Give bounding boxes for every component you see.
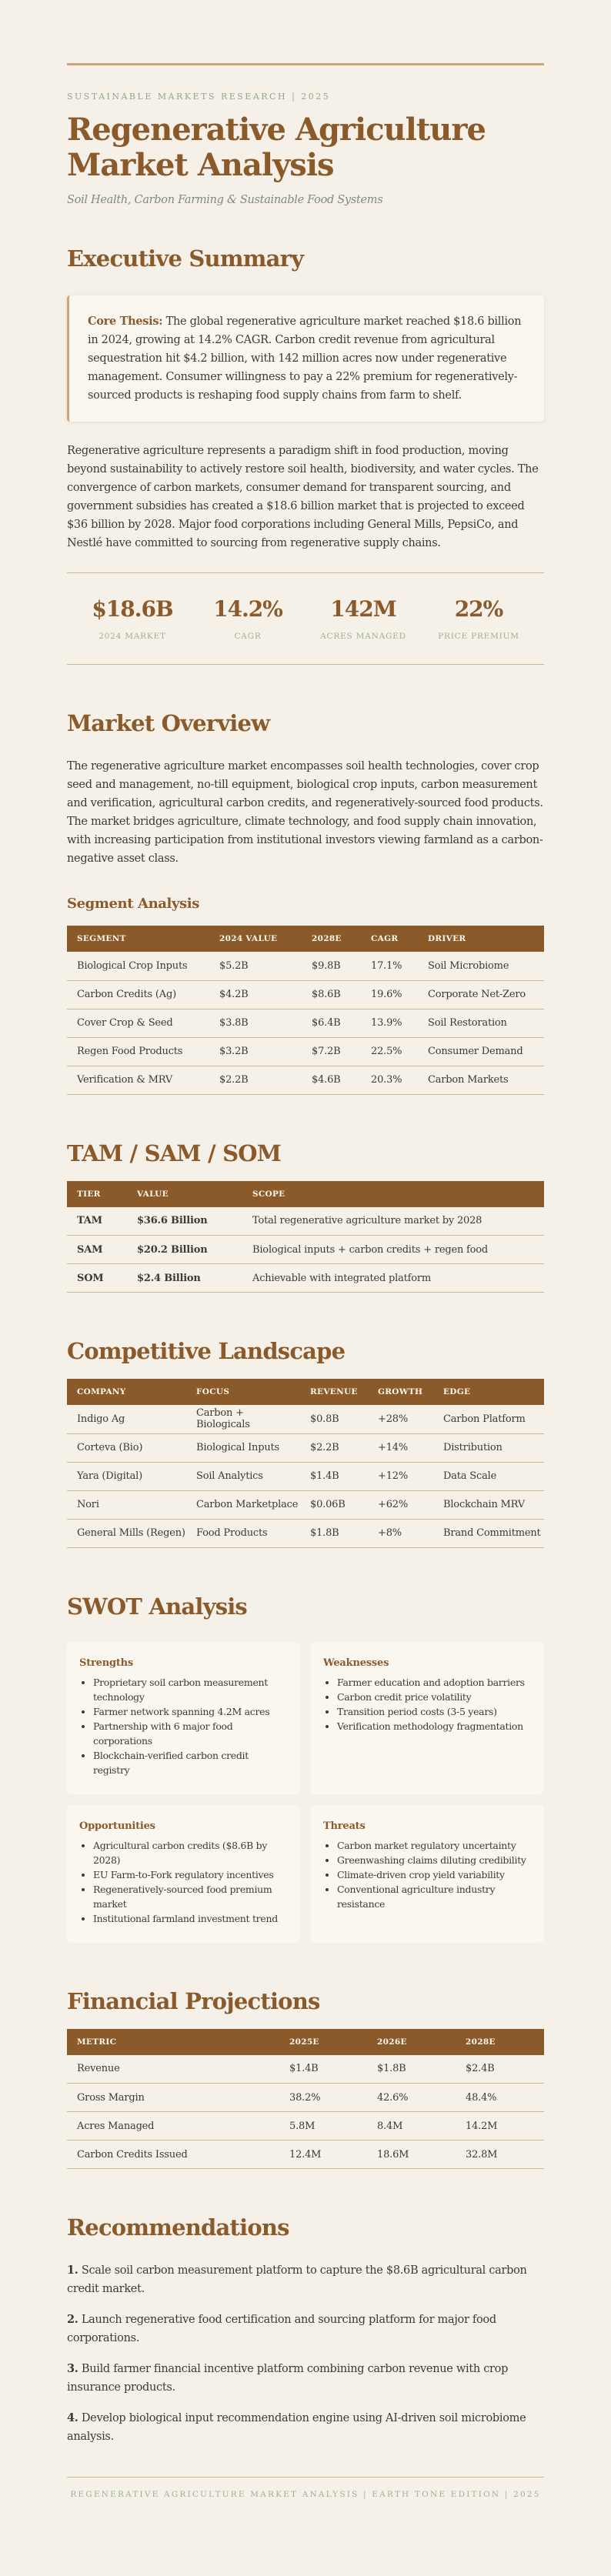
swot-grid [67,1642,544,1943]
recommendations-section [67,2214,544,2446]
table-cell: $1.8B [367,2055,456,2084]
competitive-table [67,1379,544,1548]
tam-sam-som-table [67,1181,544,1293]
table-cell: Corporate Net-Zero [418,980,544,1009]
column-header: 2024 VALUE [209,926,302,952]
table-cell: Verification & MRV [67,1066,209,1094]
column-header: METRIC [67,2029,279,2055]
table-cell: $3.2B [209,1037,302,1066]
table-row [67,1490,544,1519]
table-row [67,1037,544,1066]
table-cell: Soil Restoration [418,1009,544,1037]
section-heading: Financial Projections [67,1987,320,2014]
table-cell: 19.6% [361,980,418,1009]
recommendation-text: Develop biological input recommendation engine using AI-driven soil microbiome analysis. [67,2412,526,2443]
table-header-row [67,926,544,952]
swot-card-title: Weaknesses [323,1657,389,1669]
table-row [67,2112,544,2141]
swot-threats-card [311,1805,544,1943]
column-header: GROWTH [368,1379,433,1405]
table-cell: +62% [368,1490,433,1519]
table-header-row [67,1379,544,1405]
report-page [67,0,544,2576]
top-rule [67,63,544,65]
market-overview-body: The regenerative agriculture market encompasses soil health technologies, cover crop seed and management, no-till equipment, biological crop inputs, carbon measurement and verification, agricultural carbon credits, and regeneratively-sourced food products. The market bridges agriculture, climate technology, and food supply chain innovation, with increasing participation from institutional investors viewing farmland as a carbon-negative asset class. [67,760,543,865]
table-cell: Gross Margin [67,2084,279,2112]
swot-section [67,1593,544,1943]
swot-weaknesses-card [311,1642,544,1794]
list-item: • Proprietary soil carbon measurement technology [93,1675,288,1704]
table-cell: Soil Analytics [186,1462,300,1490]
table-row [67,1405,544,1433]
list-item: • Agricultural carbon credits ($8.6B by 2028) [93,1838,288,1867]
column-header: FOCUS [186,1379,300,1405]
recommendation-text: Launch regenerative food certification and sourcing platform for major food corporations. [67,2314,496,2344]
table-cell: Carbon + Biologicals [186,1405,300,1433]
scope-cell: Achievable with integrated platform [242,1264,544,1293]
recommendation-number: 3. [67,2362,78,2375]
section-heading: Recommendations [67,2214,289,2241]
thesis-text: The global regenerative agriculture market reached $18.6 billion in 2024, growing at 14.2% CAGR. Carbon credit revenue from agricultural sequestration hit $4.2 billion, with 142 million acres now under regenerative management. Consumer willingness to pay a 22% premium for regeneratively-sourced products is reshaping food supply chains from farm to shelf. [88,315,522,402]
value-cell: $2.4 Billion [127,1264,242,1293]
column-header: DRIVER [418,926,544,952]
table-cell: Carbon Platform [433,1405,544,1433]
column-header: TIER [67,1181,127,1207]
table-cell: 22.5% [361,1037,418,1066]
executive-summary-section [67,245,544,665]
table-row [67,2084,544,2112]
table-cell: Biological Crop Inputs [67,952,209,980]
recommendation-item [67,2311,544,2347]
swot-strengths-card [67,1642,300,1794]
table-row [67,1433,544,1462]
swot-card-title: Threats [323,1820,366,1832]
table-cell: $1.8B [300,1519,368,1547]
column-header: 2028E [456,2029,544,2055]
recommendation-text: Scale soil carbon measurement platform to capture the $8.6B agricultural carbon credit market. [67,2264,527,2295]
table-cell: 13.9% [361,1009,418,1037]
table-header-row [67,1181,544,1207]
metric-value: 14.2% [213,596,282,622]
metric-acres [306,596,421,641]
column-header: EDGE [433,1379,544,1405]
table-cell: 5.8M [279,2112,367,2141]
metric-market [75,596,190,641]
table-cell: $0.8B [300,1405,368,1433]
report-footer: REGENERATIVE AGRICULTURE MARKET ANALYSIS | EARTH TONE EDITION | 2025 [67,2477,544,2499]
recommendation-item [67,2360,544,2397]
table-cell: Carbon Markets [418,1066,544,1094]
tam-sam-som-section [67,1140,544,1293]
table-row [67,1066,544,1094]
swot-card-title: Strengths [79,1657,134,1669]
column-header: SCOPE [242,1181,544,1207]
table-cell: Cover Crop & Seed [67,1009,209,1037]
table-cell: Corteva (Bio) [67,1433,186,1462]
table-cell: Carbon Credits Issued [67,2141,279,2169]
table-cell: $2.2B [300,1433,368,1462]
table-cell: 20.3% [361,1066,418,1094]
metric-value: 142M [330,596,396,622]
swot-list [323,1838,532,1911]
report-kicker: SUSTAINABLE MARKETS RESEARCH | 2025 [67,92,331,102]
column-header: 2028E [302,926,361,952]
tier-cell: TAM [67,1207,127,1236]
executive-summary-body: Regenerative agriculture represents a paradigm shift in food production, moving beyond sustainability to actively restore soil health, biodiversity, and water cycles. The convergence of carbon markets, consumer demand for transparent sourcing, and government subsidies has created a $18.6 billion market that is projected to exceed $36 billion by 2028. Major food corporations including General Mills, PepsiCo, and Nestlé have committed to sourcing from regenerative supply chains. [67,445,539,549]
table-cell: Soil Microbiome [418,952,544,980]
table-cell: $5.2B [209,952,302,980]
list-item: • Carbon credit price volatility [337,1690,532,1704]
report-title: Regenerative Agriculture Market Analysis [67,112,486,183]
table-cell: $6.4B [302,1009,361,1037]
column-header: REVENUE [300,1379,368,1405]
recommendation-item [67,2409,544,2446]
report-subtitle: Soil Health, Carbon Farming & Sustainable Food Systems [67,194,383,206]
section-heading: Market Overview [67,710,270,736]
market-overview-section [67,709,544,1095]
table-cell: $0.06B [300,1490,368,1519]
column-header: CAGR [361,926,418,952]
table-cell: General Mills (Regen) [67,1519,186,1547]
metric-value: 22% [454,596,503,622]
table-cell: 42.6% [367,2084,456,2112]
table-row [67,2055,544,2084]
metric-label: ACRES MANAGED [320,632,406,641]
table-cell: Revenue [67,2055,279,2084]
recommendation-number: 4. [67,2411,78,2424]
financial-table [67,2029,544,2170]
table-row [67,952,544,980]
table-cell: 48.4% [456,2084,544,2112]
recommendation-number: 2. [67,2313,78,2326]
table-cell: 18.6M [367,2141,456,2169]
list-item: • Blockchain-verified carbon credit registry [93,1748,288,1777]
table-cell: Biological Inputs [186,1433,300,1462]
table-cell: 14.2M [456,2112,544,2141]
table-row [67,1207,544,1236]
list-item: • Greenwashing claims diluting credibility [337,1853,532,1867]
scope-cell: Total regenerative agriculture market by 2028 [242,1207,544,1236]
table-row [67,980,544,1009]
metric-label: PRICE PREMIUM [438,632,519,641]
list-item: • Climate-driven crop yield variability [337,1867,532,1882]
tier-cell: SAM [67,1236,127,1264]
section-heading: SWOT Analysis [67,1593,247,1620]
table-cell: 38.2% [279,2084,367,2112]
table-cell: 17.1% [361,952,418,980]
section-heading: TAM / SAM / SOM [67,1140,282,1166]
table-cell: Carbon Credits (Ag) [67,980,209,1009]
table-cell: $1.4B [300,1462,368,1490]
table-cell: Regen Food Products [67,1037,209,1066]
table-cell: $9.8B [302,952,361,980]
swot-card-title: Opportunities [79,1820,155,1832]
table-cell: $2.2B [209,1066,302,1094]
table-row [67,1236,544,1264]
table-row [67,1462,544,1490]
competitive-landscape-section [67,1337,544,1548]
table-cell: Food Products [186,1519,300,1547]
column-header: 2026E [367,2029,456,2055]
table-cell: Consumer Demand [418,1037,544,1066]
table-cell: 8.4M [367,2112,456,2141]
table-cell: Data Scale [433,1462,544,1490]
table-row [67,1519,544,1547]
column-header: SEGMENT [67,926,209,952]
table-cell: +28% [368,1405,433,1433]
table-row [67,1009,544,1037]
list-item: • EU Farm-to-Fork regulatory incentives [93,1867,288,1882]
report-header [67,92,544,206]
swot-list [79,1838,288,1926]
table-cell: 32.8M [456,2141,544,2169]
table-row [67,2141,544,2169]
table-cell: $2.4B [456,2055,544,2084]
table-cell: Carbon Marketplace [186,1490,300,1519]
core-thesis-callout [67,295,544,422]
table-cell: Indigo Ag [67,1405,186,1433]
list-item: • Transition period costs (3-5 years) [337,1704,532,1719]
table-cell: $7.2B [302,1037,361,1066]
financial-projections-section [67,1987,544,2170]
scope-cell: Biological inputs + carbon credits + regen food [242,1236,544,1264]
metric-premium [421,596,536,641]
table-cell: $8.6B [302,980,361,1009]
table-cell: +14% [368,1433,433,1462]
segment-analysis [67,896,544,1095]
table-row [67,1264,544,1293]
list-item: • Regeneratively-sourced food premium market [93,1882,288,1911]
key-metrics-strip [67,572,544,665]
section-heading: Executive Summary [67,245,304,272]
value-cell: $36.6 Billion [127,1207,242,1236]
table-cell: Acres Managed [67,2112,279,2141]
table-cell: $4.2B [209,980,302,1009]
metric-label: CAGR [234,632,262,641]
column-header: COMPANY [67,1379,186,1405]
recommendation-text: Build farmer financial incentive platform combining carbon revenue with crop insurance products. [67,2363,509,2394]
list-item: • Conventional agriculture industry resistance [337,1882,532,1911]
table-cell: Yara (Digital) [67,1462,186,1490]
table-header-row [67,2029,544,2055]
table-cell: $3.8B [209,1009,302,1037]
list-item: • Farmer network spanning 4.2M acres [93,1704,288,1719]
swot-list [323,1675,532,1733]
table-cell: Nori [67,1490,186,1519]
thesis-label: Core Thesis: [88,315,163,328]
table-cell: +8% [368,1519,433,1547]
column-header: VALUE [127,1181,242,1207]
value-cell: $20.2 Billion [127,1236,242,1264]
table-cell: $1.4B [279,2055,367,2084]
table-cell: Distribution [433,1433,544,1462]
subsection-heading: Segment Analysis [67,896,199,912]
column-header: 2025E [279,2029,367,2055]
list-item: • Partnership with 6 major food corporations [93,1719,288,1748]
list-item: • Farmer education and adoption barriers [337,1675,532,1690]
table-cell: +12% [368,1462,433,1490]
segment-table [67,926,544,1095]
metric-value: $18.6B [92,596,173,622]
metric-cagr [190,596,306,641]
tier-cell: SOM [67,1264,127,1293]
list-item: • Carbon market regulatory uncertainty [337,1838,532,1853]
recommendation-item [67,2261,544,2298]
swot-list [79,1675,288,1777]
table-cell: 12.4M [279,2141,367,2169]
list-item: • Institutional farmland investment trend [93,1911,288,1926]
metric-label: 2024 MARKET [98,632,166,641]
list-item: • Verification methodology fragmentation [337,1719,532,1733]
table-cell: Blockchain MRV [433,1490,544,1519]
table-cell: $4.6B [302,1066,361,1094]
recommendation-number: 1. [67,2264,78,2277]
section-heading: Competitive Landscape [67,1338,346,1364]
table-cell: Brand Commitment [433,1519,544,1547]
swot-opportunities-card [67,1805,300,1943]
